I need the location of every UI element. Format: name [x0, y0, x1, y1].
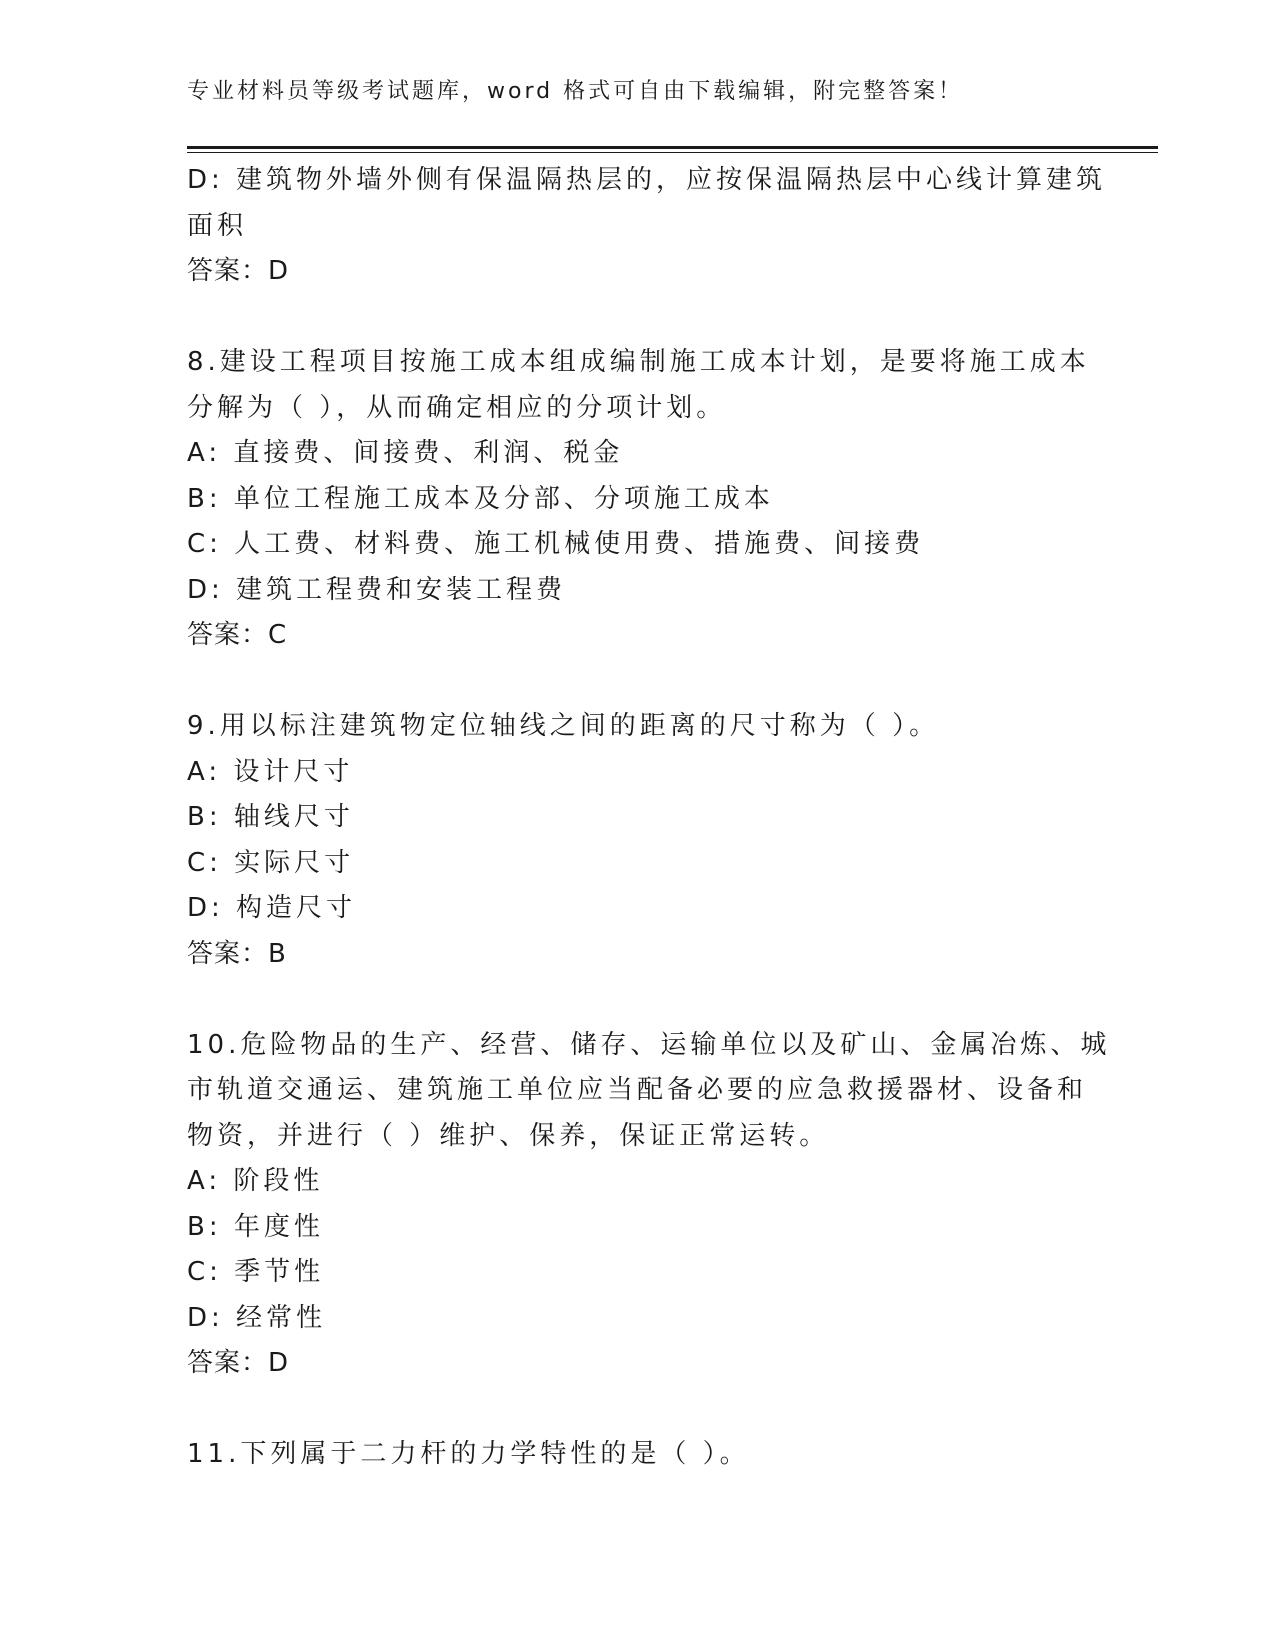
q8-option-d: D: 建筑工程费和安装工程费	[187, 574, 567, 605]
spacer	[187, 659, 1087, 705]
q9-answer: 答案：B	[187, 938, 287, 969]
prev-answer: 答案：D	[187, 256, 290, 286]
header-rule-thin	[187, 152, 1158, 153]
q10-option-b: B: 年度性	[187, 1211, 324, 1242]
q10-option-d: D: 经常性	[187, 1302, 327, 1333]
q9-option-a: A: 设计尺寸	[187, 756, 354, 787]
header-rule-thick	[187, 146, 1158, 149]
q9-option-c: C: 实际尺寸	[187, 847, 355, 878]
q10-answer: 答案：D	[187, 1348, 290, 1378]
q8-stem-line1: 8.建设工程项目按施工成本组成编制施工成本计划，是要将施工成本	[187, 347, 1090, 377]
q8-stem-line2: 分解为（ ），从而确定相应的分项计划。	[187, 392, 727, 423]
q11-stem-line1: 11.下列属于二力杆的力学特性的是（ ）。	[187, 1439, 750, 1469]
spacer	[187, 1387, 1087, 1433]
q9-option-b: B: 轴线尺寸	[187, 802, 354, 832]
spacer	[187, 295, 1087, 341]
q10-option-a: A: 阶段性	[187, 1166, 324, 1196]
q10-stem-line3: 物资，并进行（ ）维护、保养，保证正常运转。	[187, 1120, 830, 1151]
q8-option-a: A: 直接费、间接费、利润、税金	[187, 438, 624, 468]
prev-option-d-line2: 面积	[187, 210, 248, 241]
prev-option-d-line1: D: 建筑物外墙外侧有保温隔热层的，应按保温隔热层中心线计算建筑	[187, 165, 1107, 195]
q8-answer: 答案：C	[187, 620, 288, 650]
q9-option-d: D: 构造尺寸	[187, 893, 357, 923]
q10-stem-line1: 10.危险物品的生产、经营、储存、运输单位以及矿山、金属冶炼、城	[187, 1029, 1111, 1060]
page-header: 专业材料员等级考试题库，word 格式可自由下载编辑，附完整答案！	[187, 79, 964, 104]
q8-option-b: B: 单位工程施工成本及分部、分项施工成本	[187, 483, 774, 514]
q10-stem-line2: 市轨道交通运、建筑施工单位应当配备必要的应急救援器材、设备和	[187, 1075, 1088, 1105]
q8-option-c: C: 人工费、材料费、施工机械使用费、措施费、间接费	[187, 529, 925, 559]
spacer	[187, 977, 1087, 1023]
q10-option-c: C: 季节性	[187, 1257, 325, 1287]
q9-stem-line1: 9.用以标注建筑物定位轴线之间的距离的尺寸称为（ ）。	[187, 711, 940, 741]
document-body	[187, 158, 1111, 1478]
